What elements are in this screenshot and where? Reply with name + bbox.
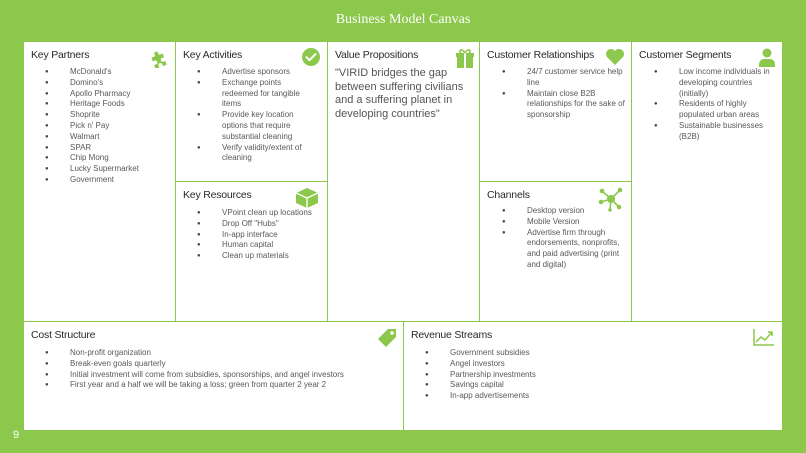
user-icon bbox=[758, 47, 776, 67]
value-propositions-heading: Value Propositions bbox=[335, 49, 419, 61]
cost-structure-list bbox=[70, 348, 390, 391]
page-number: 9 bbox=[13, 429, 20, 441]
puzzle-icon bbox=[149, 48, 169, 68]
revenue-streams-list bbox=[450, 348, 750, 402]
list-item: ● In-app interface bbox=[222, 230, 322, 241]
line-chart-icon bbox=[753, 328, 775, 346]
list-item: ● SPAR bbox=[70, 143, 170, 154]
list-item: ● Human capital bbox=[222, 240, 322, 251]
list-item: ● Residents of highly populated urban areas bbox=[679, 99, 777, 121]
list-item: ● Drop Off "Hubs" bbox=[222, 219, 322, 230]
key-resources-heading: Key Resources bbox=[183, 189, 252, 201]
list-item: ● Angel investors bbox=[450, 359, 750, 370]
list-item: ● Chip Mong bbox=[70, 153, 170, 164]
key-resources-list bbox=[222, 208, 322, 262]
customer-relationships-block bbox=[480, 42, 632, 182]
list-item: ● Initial investment will come from subsidies, sponsorships, and angel investors bbox=[70, 370, 390, 381]
list-item: ● VPoint clean up locations bbox=[222, 208, 322, 219]
customer-relationships-heading: Customer Relationships bbox=[487, 49, 595, 61]
list-item: ● Provide key location options that require substantial cleaning bbox=[222, 110, 318, 142]
list-item: ● Exchange points redeemed for tangible items bbox=[222, 78, 318, 110]
list-item: ● Advertise firm through endorsements, nonprofits, and paid advertising (print and digital) bbox=[527, 228, 625, 271]
list-item: ● Lucky Supermarket bbox=[70, 164, 170, 175]
key-partners-heading: Key Partners bbox=[31, 49, 90, 61]
list-item: ● Domino's bbox=[70, 78, 170, 89]
checkmark-icon bbox=[301, 47, 321, 67]
revenue-streams-heading: Revenue Streams bbox=[411, 329, 493, 341]
key-resources-block bbox=[176, 182, 328, 322]
price-tag-icon bbox=[376, 327, 398, 349]
list-item: ● Verify validity/extent of cleaning bbox=[222, 143, 318, 165]
list-item: ● Heritage Foods bbox=[70, 99, 170, 110]
list-item: ● Mobile Version bbox=[527, 217, 625, 228]
list-item: ● Savings capital bbox=[450, 380, 750, 391]
key-activities-block bbox=[176, 42, 328, 182]
list-item: ● Shoprite bbox=[70, 110, 170, 121]
list-item: ● Clean up materials bbox=[222, 251, 322, 262]
page-title: Business Model Canvas bbox=[335, 12, 471, 27]
channels-block bbox=[480, 182, 632, 322]
value-proposition-quote: "VIRID bridges the gap between suffering civilians and a suffering planet in developing countries" bbox=[335, 67, 464, 120]
customer-relationships-list bbox=[527, 67, 625, 121]
list-item: ● Government subsidies bbox=[450, 348, 750, 359]
channels-list bbox=[527, 206, 625, 271]
list-item: ● First year and a half we will be taking a loss; green from quarter 2 year 2 bbox=[70, 380, 390, 391]
list-item: ● Pick n' Pay bbox=[70, 121, 170, 132]
customer-segments-list bbox=[679, 67, 777, 143]
channels-heading: Channels bbox=[487, 189, 530, 201]
heart-icon bbox=[605, 48, 625, 66]
cost-structure-block bbox=[24, 322, 404, 430]
box-icon bbox=[294, 186, 320, 210]
cost-structure-heading: Cost Structure bbox=[31, 329, 96, 341]
gift-icon bbox=[455, 47, 475, 69]
customer-segments-block bbox=[632, 42, 782, 322]
revenue-streams-block bbox=[404, 322, 782, 430]
business-model-canvas bbox=[24, 42, 782, 430]
list-item: ● Partnership investments bbox=[450, 370, 750, 381]
list-item: ● Desktop version bbox=[527, 206, 625, 217]
list-item: ● Apollo Pharmacy bbox=[70, 89, 170, 100]
list-item: ● Sustainable businesses (B2B) bbox=[679, 121, 777, 143]
list-item: ● Walmart bbox=[70, 132, 170, 143]
list-item: ● McDonald's bbox=[70, 67, 170, 78]
key-partners-block bbox=[24, 42, 176, 322]
customer-segments-heading: Customer Segments bbox=[639, 49, 732, 61]
list-item: ● Advertise sponsors bbox=[222, 67, 318, 78]
list-item: ● In-app advertisements bbox=[450, 391, 750, 402]
key-activities-heading: Key Activities bbox=[183, 49, 243, 61]
list-item: ● 24/7 customer service help line bbox=[527, 67, 625, 89]
list-item: ● Maintain close B2B relationships for the sake of sponsorship bbox=[527, 89, 625, 121]
value-propositions-block bbox=[328, 42, 480, 322]
list-item: ● Low income individuals in developing countries (initially) bbox=[679, 67, 777, 99]
list-item: ● Break-even goals quarterly bbox=[70, 359, 390, 370]
key-activities-list bbox=[222, 67, 318, 164]
list-item: ● Government bbox=[70, 175, 170, 186]
list-item: ● Non-profit organization bbox=[70, 348, 390, 359]
key-partners-list bbox=[70, 67, 170, 186]
